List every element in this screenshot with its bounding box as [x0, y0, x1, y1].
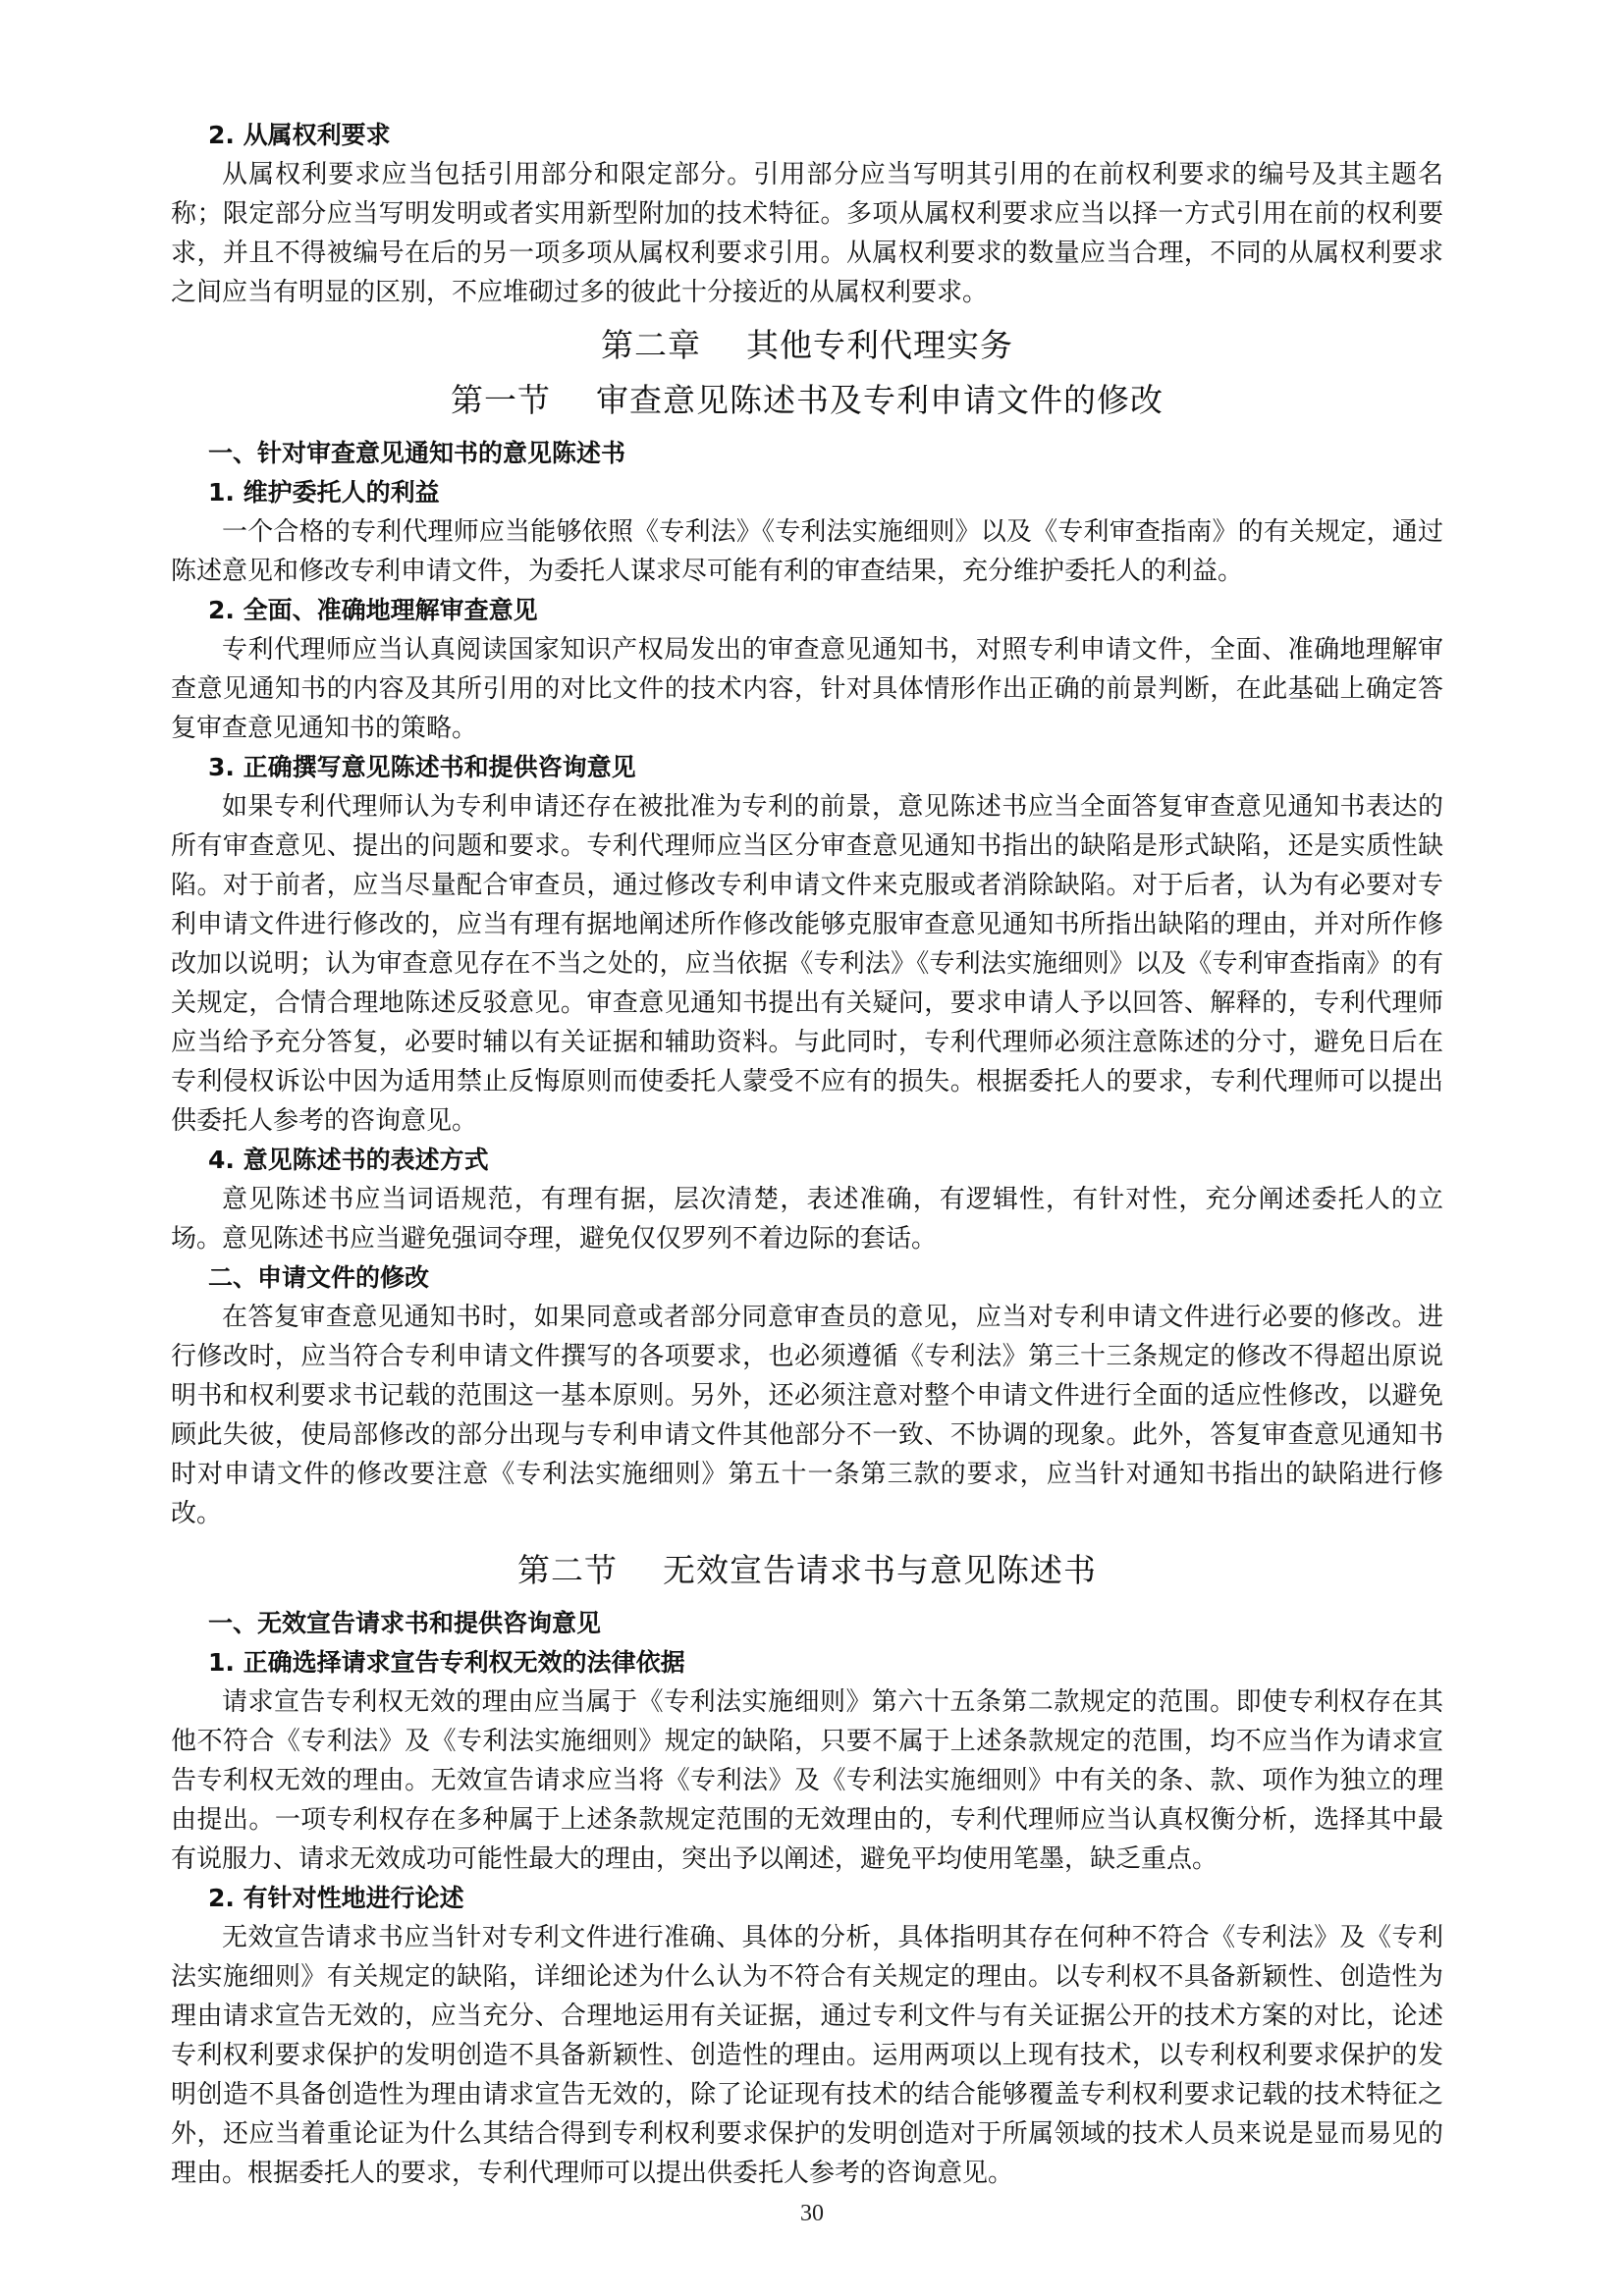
paragraph: 从属权利要求应当包括引用部分和限定部分。引用部分应当写明其引用的在前权利要求的编号及其主题名称；限定部分应当写明发明或者实用新型附加的技术特征。多项从属权利要求应当以择一方式引用在前的权利要求，并且不得被编号在后的另一项多项从属权利要求引用。从属权利要求的数量应当合理，不同的从属权利要求之间应当有明显的区别，不应堆砌过多的彼此十分接近的从属权利要求。 [171, 160, 1443, 307]
paragraph: 无效宣告请求书应当针对专利文件进行准确、具体的分析，具体指明其存在何种不符合《专利法》及《专利法实施细则》有关规定的缺陷，详细论述为什么认为不符合有关规定的理由。以专利权不具备新颖性、创造性为理由请求宣告无效的，应当充分、合理地运用有关证据，通过专利文件与有关证据公开的技术方案的对比，论述专利权利要求保护的发明创造不具备新颖性、创造性的理由。运用两项以上现有技术，以专利权利要求保护的发明创造不具备创造性为理由请求宣告无效的，除了论证现有技术的结合能够覆盖专利权利要求记载的技术特征之外，还应当着重论证为什么其结合得到专利权利要求保护的发明创造对于所属领域的技术人员来说是显而易见的理由。根据委托人的要求，专利代理师可以提出供委托人参考的咨询意见。 [171, 1923, 1443, 2188]
paragraph: 专利代理师应当认真阅读国家知识产权局发出的审查意见通知书，对照专利申请文件，全面、准确地理解审查意见通知书的内容及其所引用的对比文件的技术内容，针对具体情形作出正确的前景判断，在此基础上确定答复审查意见通知书的策略。 [171, 635, 1443, 743]
subheading: 2. 有针对性地进行论述 [208, 1884, 464, 1912]
subheading: 一、针对审查意见通知书的意见陈述书 [208, 439, 626, 467]
paragraph: 一个合格的专利代理师应当能够依照《专利法》《专利法实施细则》以及《专利审查指南》的有关规定，通过陈述意见和修改专利申请文件，为委托人谋求尽可能有利的审查结果，充分维护委托人的利益。 [171, 517, 1443, 586]
chapter-title: 第二章 其他专利代理实务 [601, 326, 1013, 364]
section-title: 第一节 审查意见陈述书及专利申请文件的修改 [451, 381, 1164, 419]
page-number: 30 [800, 2201, 824, 2226]
subheading: 1. 维护委托人的利益 [208, 478, 440, 507]
paragraph: 意见陈述书应当词语规范，有理有据，层次清楚，表述准确，有逻辑性，有针对性，充分阐述委托人的立场。意见陈述书应当避免强词夺理，避免仅仅罗列不着边际的套话。 [171, 1185, 1443, 1254]
subheading: 1. 正确选择请求宣告专利权无效的法律依据 [208, 1648, 685, 1677]
subheading: 一、无效宣告请求书和提供咨询意见 [208, 1609, 602, 1637]
paragraph: 如果专利代理师认为专利申请还存在被批准为专利的前景，意见陈述书应当全面答复审查意见通知书表达的所有审查意见、提出的问题和要求。专利代理师应当区分审查意见通知书指出的缺陷是形式缺陷，还是实质性缺陷。对于前者，应当尽量配合审查员，通过修改专利申请文件来克服或者消除缺陷。对于后者，认为有必要对专利申请文件进行修改的，应当有理有据地阐述所作修改能够克服审查意见通知书所指出缺陷的理由，并对所作修改加以说明；认为审查意见存在不当之处的，应当依据《专利法》《专利法实施细则》以及《专利审查指南》的有关规定，合情合理地陈述反驳意见。审查意见通知书提出有关疑问，要求申请人予以回答、解释的，专利代理师应当给予充分答复，必要时辅以有关证据和辅助资料。与此同时，专利代理师必须注意陈述的分寸，避免日后在专利侵权诉讼中因为适用禁止反悔原则而使委托人蒙受不应有的损失。根据委托人的要求，专利代理师可以提出供委托人参考的咨询意见。 [171, 792, 1443, 1136]
paragraph: 请求宣告专利权无效的理由应当属于《专利法实施细则》第六十五条第二款规定的范围。即使专利权存在其他不符合《专利法》及《专利法实施细则》规定的缺陷，只要不属于上述条款规定的范围，均不应当作为请求宣告专利权无效的理由。无效宣告请求应当将《专利法》及《专利法实施细则》中有关的条、款、项作为独立的理由提出。一项专利权存在多种属于上述条款规定范围的无效理由的，专利代理师应当认真权衡分析，选择其中最有说服力、请求无效成功可能性最大的理由，突出予以阐述，避免平均使用笔墨，缺乏重点。 [171, 1687, 1443, 1874]
subheading: 4. 意见陈述书的表述方式 [208, 1146, 489, 1174]
document-body [171, 116, 1443, 2193]
subheading: 3. 正确撰写意见陈述书和提供咨询意见 [208, 753, 636, 781]
subheading: 2. 全面、准确地理解审查意见 [208, 596, 538, 624]
section-title: 第二节 无效宣告请求书与意见陈述书 [517, 1551, 1097, 1589]
paragraph: 在答复审查意见通知书时，如果同意或者部分同意审查员的意见，应当对专利申请文件进行必要的修改。进行修改时，应当符合专利申请文件撰写的各项要求，也必须遵循《专利法》第三十三条规定的修改不得超出原说明书和权利要求书记载的范围这一基本原则。另外，还必须注意对整个申请文件进行全面的适应性修改，以避免顾此失彼，使局部修改的部分出现与专利申请文件其他部分不一致、不协调的现象。此外，答复审查意见通知书时对申请文件的修改要注意《专利法实施细则》第五十一条第三款的要求，应当针对通知书指出的缺陷进行修改。 [171, 1303, 1443, 1528]
subheading-dependent-claims: 2. 从属权利要求 [208, 121, 391, 149]
subheading: 二、申请文件的修改 [208, 1263, 430, 1292]
